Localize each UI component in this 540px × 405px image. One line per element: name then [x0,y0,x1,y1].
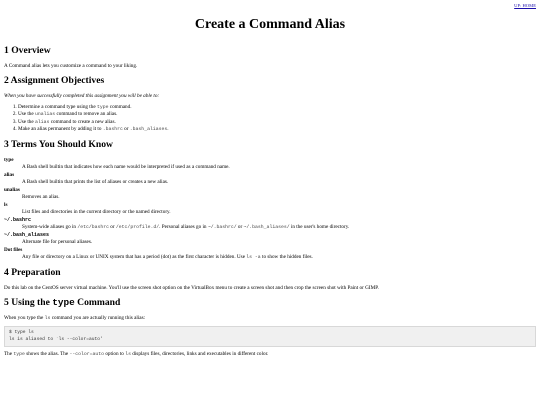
using-type-explanation: The type shows the alias. The --color=auto option to ls displays files, directories, links and executables in different color. [4,351,269,358]
term-dot-files: Dot files [4,247,23,254]
section-heading-terms: 3 Terms You Should Know [4,138,113,150]
document-body [4,0,536,363]
objectives-intro: When you have successfully completed this assignment you will be able to: [4,92,160,99]
objectives-list [4,104,536,134]
terms-list [4,157,536,262]
up-home-link[interactable]: UP: HOME [514,3,536,8]
term-definition: List files and directories in the current directory or the named directory. [22,208,171,215]
term-type: type [4,156,14,163]
term-ls: ls [4,201,8,208]
term-definition: Any file or directory on a Linux or UNIX system that has a period (dot) as the first character is hidden. Use ls -a to show the hidden files. [22,254,313,261]
page-title: Create a Command Alias [194,17,346,32]
list-item: 1. Determine a command type using the type command. [18,104,536,111]
list-item: 4. Make an alias permanent by adding it to .bashrc or .bash_aliases. [18,126,536,133]
term-bash-aliases: ~/.bash_aliases [4,232,50,239]
section-heading-overview: 1 Overview [4,44,51,56]
preparation-text: Do this lab on the CentOS server virtual machine. You'll use the screen shot option on the VirtualBox menu to create a screen shot and then crop the screen shot with Paint or GIMP. [4,284,379,291]
term-bashrc: ~/.bashrc [4,216,32,223]
using-type-intro: When you type the ls command you are actually running this alias: [4,314,146,321]
code-block [4,326,536,347]
term-definition: Alternate file for personal aliases. [22,239,93,246]
code-line: ls is aliased to `ls --color=auto' [9,336,103,342]
code-line: $ type ls [9,330,34,336]
section-heading-objectives: 2 Assignment Objectives [4,74,105,86]
term-definition: A Bash shell builtin that indicates how each name would be interpreted if used as a command name. [22,163,230,170]
list-item: 3. Use the alias command to create a new alias. [18,119,536,126]
term-definition: System-wide aliases go in /etc/bashrc or /etc/profile.d/. Personal aliases go in ~/.bashrc/ or ~/.bash_aliases/ in the user's home directory. [22,223,350,230]
section-heading-preparation: 4 Preparation [4,266,61,278]
term-definition: A Bash shell builtin that prints the list of aliases or creates a new alias. [22,178,169,185]
overview-text: A Command alias lets you customize a command to your liking. [4,62,138,69]
term-unalias: unalias [4,186,20,193]
term-definition: Removes an alias. [22,193,60,200]
list-item: 2. Use the unalias command to remove an alias. [18,111,536,118]
section-heading-using-type: 5 Using the type Command [4,296,121,308]
term-alias: alias [4,171,15,178]
